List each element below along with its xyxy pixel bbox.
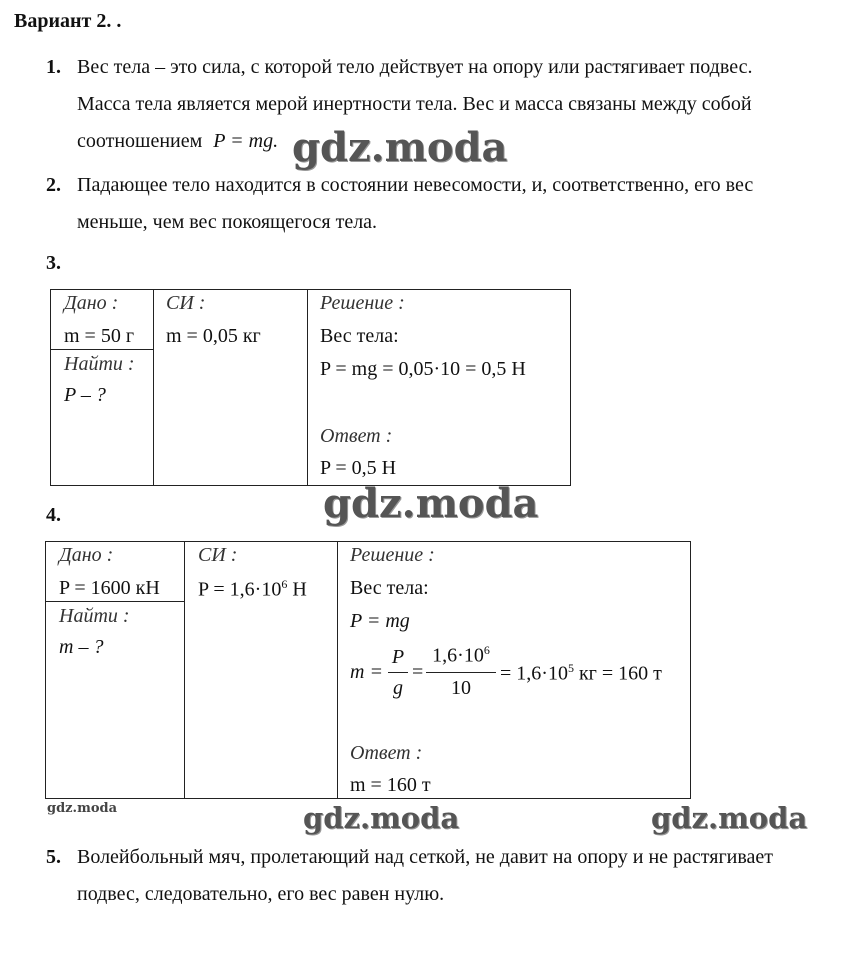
item-number-2: 2. [46, 174, 61, 196]
table-4-result-exp: 5 [567, 661, 574, 675]
item-number-3: 3. [46, 252, 61, 274]
table-4-si-value [198, 577, 307, 602]
fraction-2-bar [426, 672, 496, 673]
table-3-dano-label: Дано : [64, 292, 119, 314]
item-2-line-2: меньше, чем вес покоящегося тела. [77, 211, 378, 233]
item-1-line-3 [77, 130, 278, 153]
item-1-line-3-text: соотношением [77, 130, 203, 152]
table-4-hdivider [45, 601, 185, 602]
table-3-answer: P = 0,5 Н [320, 457, 397, 479]
table-3-divider-1 [153, 289, 154, 486]
table-4-ves-label: Вес тела: [350, 577, 429, 599]
table-3-najti-label: Найти : [64, 353, 135, 375]
table-4-m-eq: m = [350, 661, 383, 683]
item-5-line-1: Волейбольный мяч, пролетающий над сеткой, не давит на опору и не растягивает [77, 846, 774, 868]
item-1-line-2: Масса тела является мерой инертности тела. Вес и масса связаны между собой [77, 93, 752, 115]
table-4-si-value-a: P = 1,6·10 [198, 578, 282, 601]
table-3-calculation: P = mg = 0,05·10 = 0,5 Н [320, 358, 526, 380]
table-3-si-value: m = 0,05 кг [166, 325, 261, 347]
fraction-2-denominator: 10 [451, 677, 471, 699]
table-4-answer: m = 160 т [350, 774, 431, 796]
table-4-result-b: кг = 160 т [573, 662, 662, 685]
table-4-divider-1 [184, 541, 185, 799]
watermark-1: gdz.moda [292, 124, 508, 171]
fraction-2-numerator-exp: 6 [483, 643, 490, 657]
watermark-4: gdz.moda [303, 801, 460, 835]
table-4-result-a: = 1,6·10 [500, 662, 568, 685]
fraction-1-denominator: g [393, 677, 403, 699]
table-4-si-value-b: Н [287, 578, 307, 601]
table-4-reshenie-label: Решение : [350, 544, 435, 566]
item-number-5: 5. [46, 846, 61, 868]
item-5-line-2: подвес, следовательно, его вес равен нулю. [77, 883, 445, 905]
table-4-otvet-label: Ответ : [350, 742, 423, 764]
fraction-2-numerator [426, 643, 496, 668]
table-3-find: P – ? [64, 384, 106, 406]
item-1-formula: P = mg. [213, 130, 279, 152]
table-3-si-label: СИ : [166, 292, 206, 314]
item-number-1: 1. [46, 56, 61, 78]
table-3-ves-label: Вес тела: [320, 325, 399, 347]
table-4-formula: P = mg [350, 610, 410, 632]
table-3-divider-2 [307, 289, 308, 486]
table-4-divider-2 [337, 541, 338, 799]
table-4-najti-label: Найти : [59, 605, 130, 627]
table-3-otvet-label: Ответ : [320, 425, 393, 447]
watermark-2: gdz.moda [323, 480, 539, 527]
table-4-eq1: = [412, 661, 424, 683]
table-4-find: m – ? [59, 636, 104, 658]
table-3-reshenie-label: Решение : [320, 292, 405, 314]
table-3-hdivider [50, 349, 154, 350]
item-2-line-1: Падающее тело находится в состоянии невесомости, и, соответственно, его вес [77, 174, 754, 196]
watermark-3: gdz.moda [47, 801, 118, 816]
table-4-si-label: СИ : [198, 544, 238, 566]
watermark-5: gdz.moda [651, 801, 808, 835]
table-4-dano-label: Дано : [59, 544, 114, 566]
fraction-1-bar [388, 672, 408, 673]
fraction-2-numerator-base: 1,6·10 [432, 644, 484, 667]
table-4-si-exp: 6 [281, 577, 288, 591]
fraction-1-numerator: P [391, 646, 405, 668]
table-3 [50, 289, 571, 486]
item-number-4: 4. [46, 504, 61, 526]
table-3-given: m = 50 г [64, 325, 135, 347]
table-4-result [500, 661, 662, 686]
table-4-given: P = 1600 кН [59, 577, 160, 599]
page-title: Вариант 2. . [14, 10, 122, 32]
item-1-line-1: Вес тела – это сила, с которой тело действует на опору или растягивает подвес. [77, 56, 753, 78]
